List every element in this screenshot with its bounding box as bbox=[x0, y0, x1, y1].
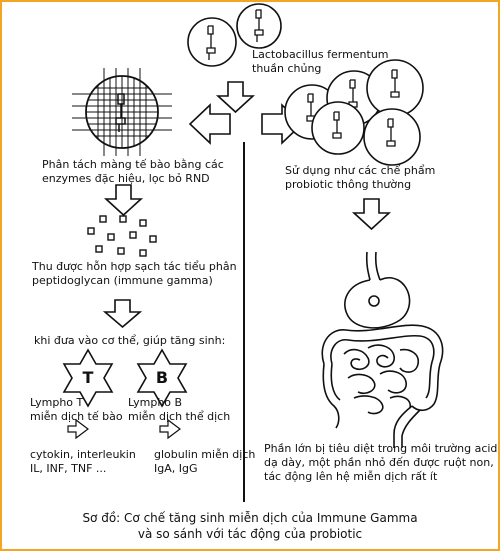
label-separation: Phân tách màng tế bào bằng các enzymes đặc hiệu, lọc bỏ RND bbox=[42, 158, 224, 185]
arrow-left bbox=[190, 105, 230, 143]
arrow-down-center bbox=[218, 82, 253, 112]
lympho-t-letter: T bbox=[82, 368, 94, 387]
arrow-down-left-1 bbox=[106, 185, 141, 215]
arrow-down-right bbox=[354, 199, 389, 229]
label-strain: Lactobacillus fermentum thuần chủng bbox=[252, 48, 389, 75]
diagram-caption: Sơ đồ: Cơ chế tăng sinh miễn dịch của Immune Gamma và so sánh với tác động của probiotic bbox=[82, 511, 418, 541]
bacteria-cell-top-right bbox=[237, 4, 281, 48]
peptidoglycan-particles bbox=[88, 216, 156, 256]
label-globulins: globulin miễn dịch IgA, IgG bbox=[154, 448, 256, 475]
label-lympho-b: Lympho B miễn dịch thể dịch bbox=[128, 396, 231, 423]
bacteria-cell-top-left bbox=[188, 18, 236, 66]
arrow-down-left-2 bbox=[105, 300, 140, 327]
digestive-system bbox=[322, 252, 442, 448]
dissected-cell bbox=[72, 68, 172, 156]
label-cytokines: cytokin, interleukin IL, INF, TNF ... bbox=[30, 448, 136, 475]
label-intake: khi đưa vào cơ thể, giúp tăng sinh: bbox=[34, 334, 226, 347]
label-fate: Phần lớn bị tiêu diệt trong môi trường acid dạ dày, một phần nhỏ đến được ruột non, tác động lên hệ miễn dịch rất ít bbox=[264, 442, 498, 483]
lympho-b-letter: B bbox=[155, 368, 169, 387]
label-pure-mix: Thu được hỗn hợp sạch tác tiểu phân peptidoglycan (immune gamma) bbox=[32, 260, 237, 287]
label-lympho-t: Lympho T miễn dịch tế bào bbox=[30, 396, 123, 423]
label-probiotic-use: Sử dụng như các chế phẩm probiotic thông thường bbox=[285, 164, 436, 191]
